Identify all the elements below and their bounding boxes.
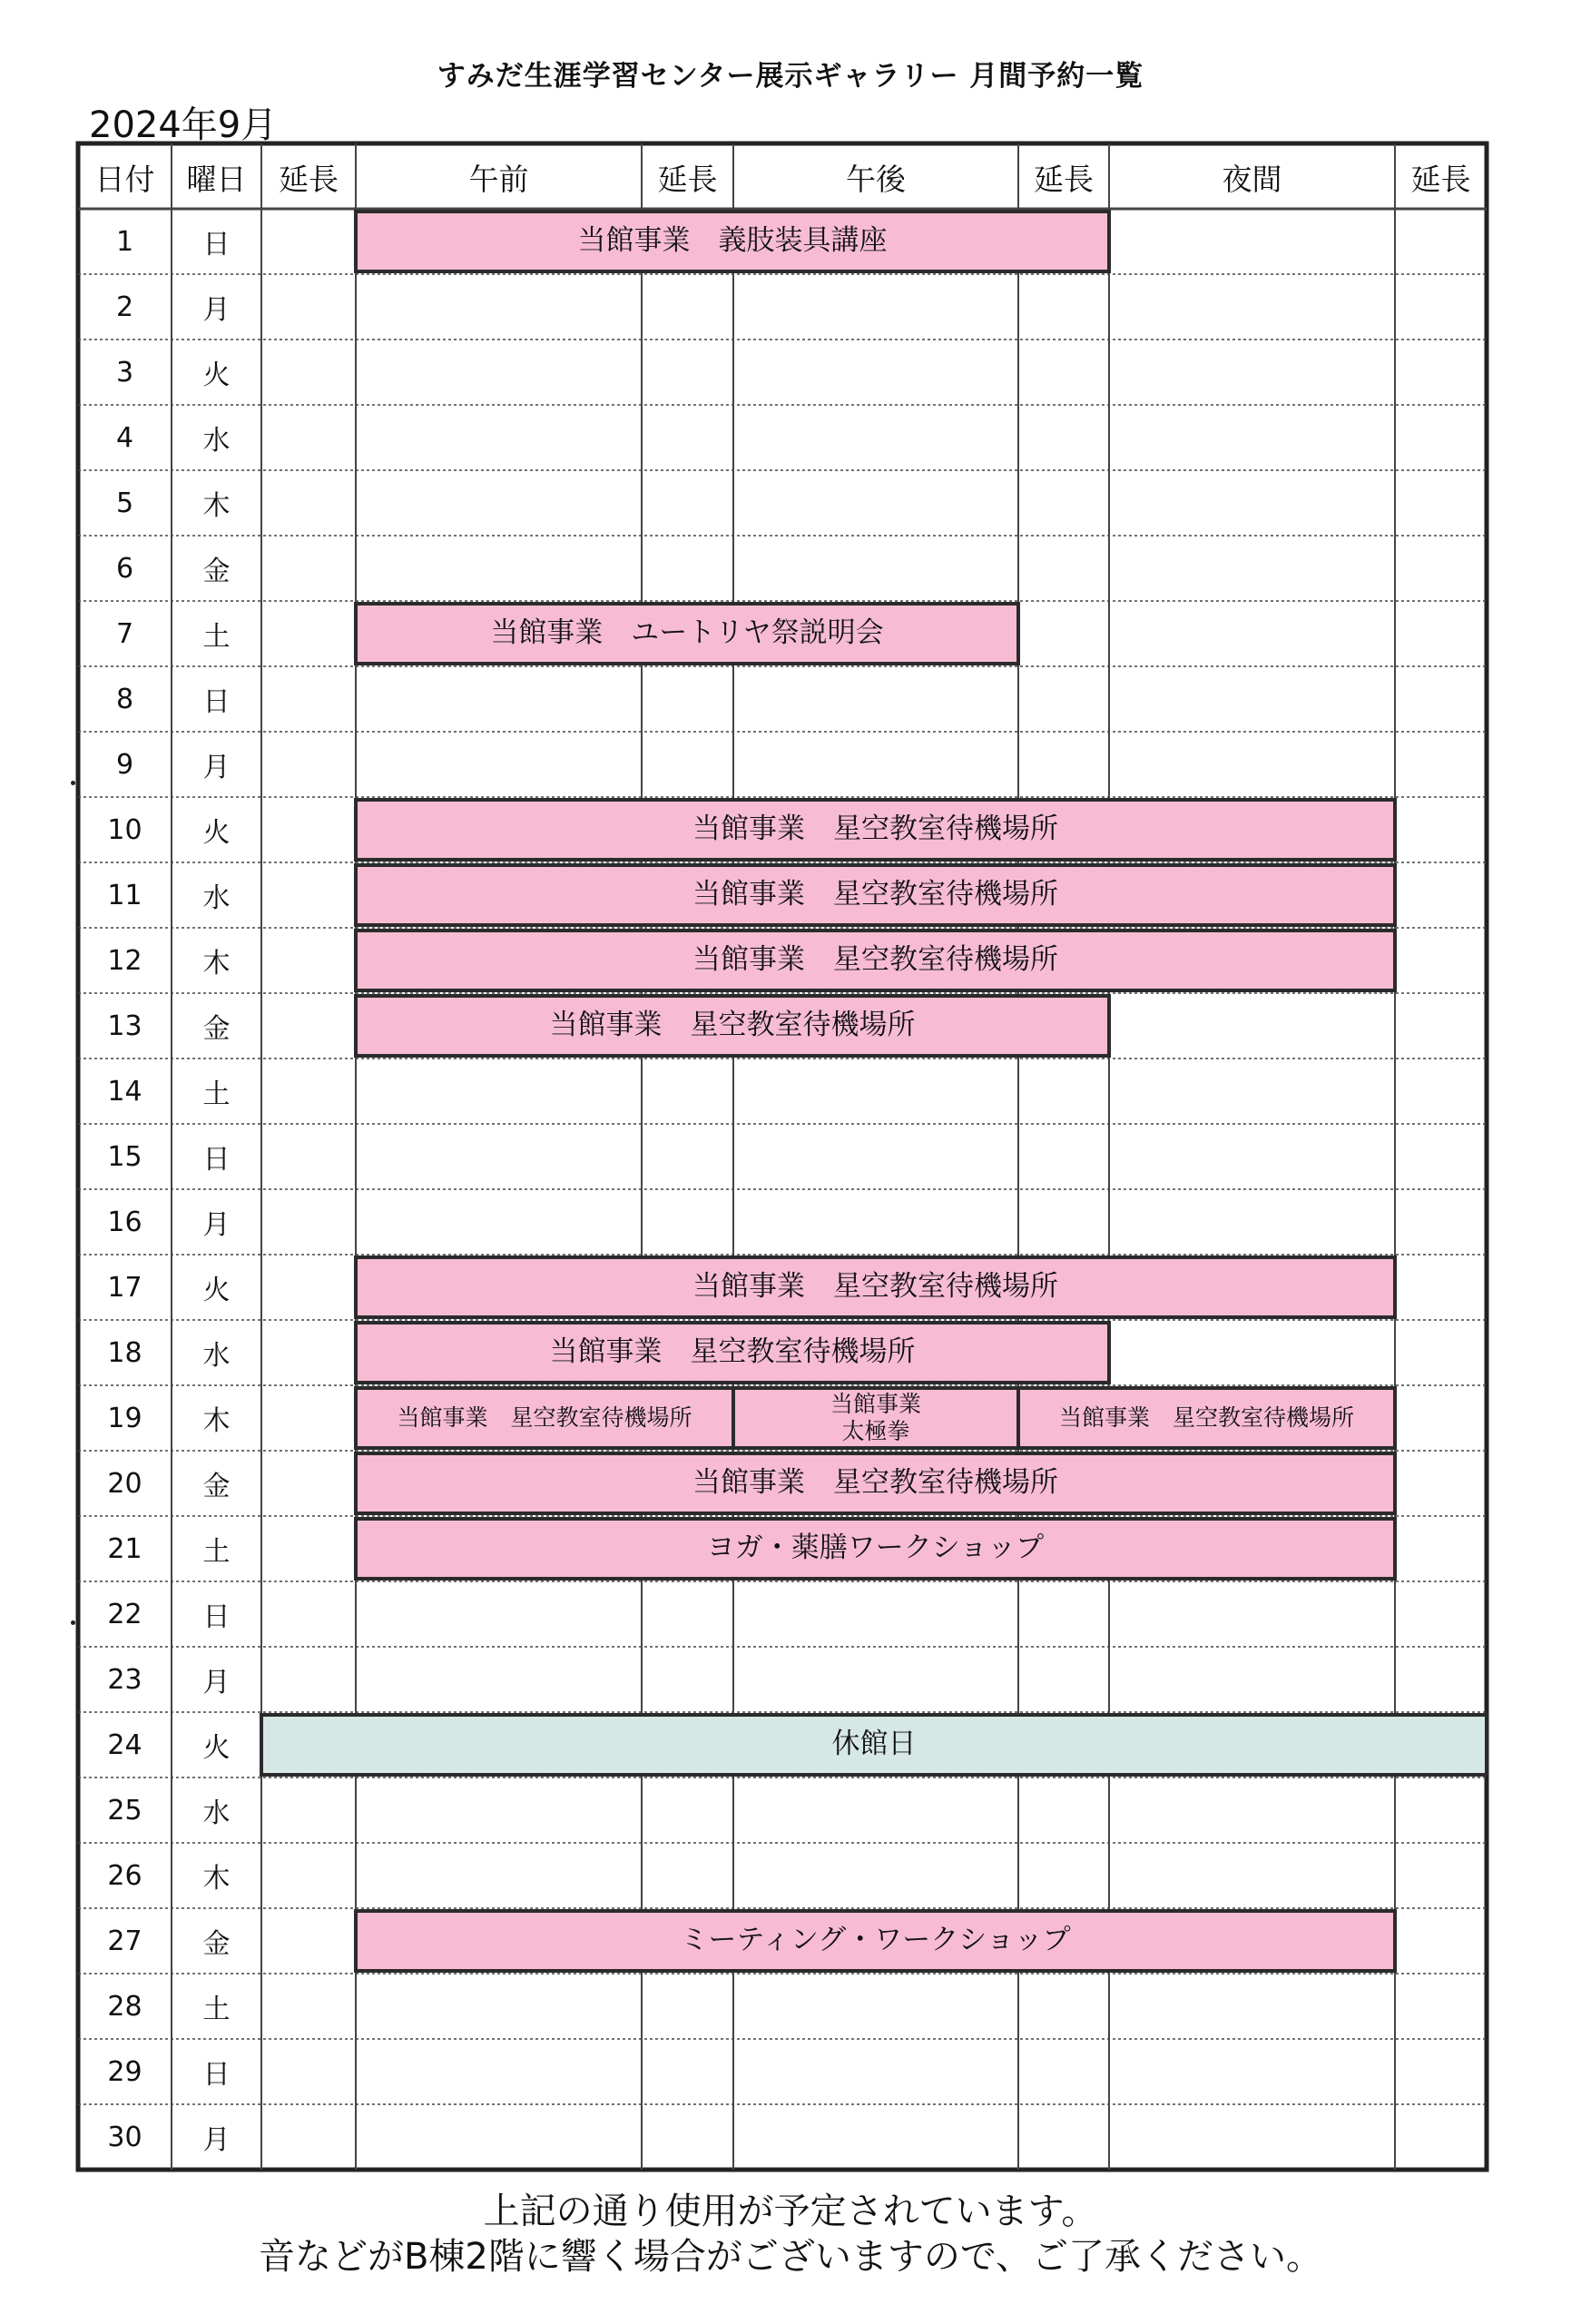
weekday: 土 [202,621,231,653]
weekday: 木 [202,490,231,522]
booking-bar: 当館事業 ユートリヤ祭説明会 [354,602,1020,665]
table-frame [78,143,1487,2170]
column-header: 延長 [657,161,718,197]
booking-bar: 当館事業 義肢装具講座 [354,210,1111,273]
scan-dot [71,1620,75,1625]
weekday: 金 [202,1013,231,1045]
day-number: 13 [107,1009,142,1042]
year-month-label: 2024年9月 [89,104,278,146]
day-number: 15 [107,1140,142,1173]
day-number: 22 [107,1598,142,1630]
day-number: 16 [107,1206,142,1238]
day-number: 7 [115,617,134,650]
column-header: 延長 [279,161,339,197]
day-number: 17 [107,1271,142,1304]
column-header: 曜日 [186,161,247,197]
weekday: 土 [202,1994,231,2025]
weekday: 火 [202,1275,231,1306]
weekday: 日 [202,1601,231,1633]
day-number: 9 [115,748,134,781]
weekday: 火 [202,817,231,849]
weekday: 金 [202,556,231,587]
weekday: 日 [202,1144,231,1176]
day-number: 30 [107,2121,142,2153]
day-number: 28 [107,1990,142,2023]
booking-bar: 当館事業 星空教室待機場所 [354,1452,1397,1515]
closed-day-bar: 休館日 [260,1713,1488,1777]
booking-bar: 当館事業 星空教室待機場所 [1016,1386,1397,1450]
weekday: 火 [202,359,231,391]
day-number: 8 [115,683,134,715]
day-number: 11 [107,879,142,911]
column-header: 夜間 [1222,161,1282,197]
day-number: 18 [107,1336,142,1369]
weekday: 土 [202,1536,231,1568]
weekday: 水 [202,1340,231,1372]
weekday: 火 [202,1732,231,1764]
scan-dot [71,781,75,785]
weekday: 月 [202,2124,231,2156]
day-number: 26 [107,1859,142,1892]
booking-bar: 当館事業 星空教室待機場所 [354,863,1397,927]
booking-bar: 当館事業 星空教室待機場所 [354,1256,1397,1319]
footer-line-2: 音などがB棟2階に響く場合がございますので、ご了承ください。 [258,2236,1323,2278]
day-number: 1 [115,225,134,258]
weekday: 日 [202,2059,231,2091]
booking-bar: ヨガ・薬膳ワークショップ [354,1517,1397,1581]
weekday: 木 [202,948,231,980]
weekday: 月 [202,752,231,783]
day-number: 24 [107,1728,142,1761]
day-number: 19 [107,1402,142,1434]
booking-bar: ミーティング・ワークショップ [354,1909,1397,1973]
weekday: 水 [202,425,231,457]
weekday: 木 [202,1405,231,1437]
day-number: 20 [107,1467,142,1500]
weekday: 金 [202,1928,231,1960]
day-number: 2 [115,290,134,323]
booking-bar: 当館事業 星空教室待機場所 [354,929,1397,992]
day-number: 12 [107,944,142,977]
day-number: 10 [107,813,142,846]
weekday: 木 [202,1863,231,1895]
column-header: 日付 [94,161,155,197]
column-header: 午前 [468,161,529,197]
weekday: 月 [202,1667,231,1699]
booking-bar: 当館事業 太極拳 [732,1386,1020,1450]
page-title: すみだ生涯学習センター展示ギャラリー 月間予約一覧 [437,60,1144,93]
footer-line-1: 上記の通り使用が予定されています。 [483,2191,1098,2232]
booking-bar: 当館事業 星空教室待機場所 [354,1386,735,1450]
day-number: 14 [107,1075,142,1108]
weekday: 月 [202,294,231,326]
booking-bar: 当館事業 星空教室待機場所 [354,1321,1111,1384]
booking-bar: 当館事業 星空教室待機場所 [354,798,1397,862]
day-number: 5 [115,487,134,519]
column-header: 午後 [846,161,906,197]
day-number: 27 [107,1925,142,1957]
day-number: 21 [107,1532,142,1565]
day-number: 23 [107,1663,142,1696]
day-number: 4 [115,421,134,454]
booking-bar: 当館事業 星空教室待機場所 [354,994,1111,1058]
day-number: 3 [115,356,134,389]
weekday: 水 [202,882,231,914]
day-number: 29 [107,2055,142,2088]
weekday: 日 [202,229,231,261]
column-header: 延長 [1034,161,1094,197]
weekday: 月 [202,1209,231,1241]
day-number: 6 [115,552,134,585]
weekday: 日 [202,686,231,718]
day-number: 25 [107,1794,142,1827]
weekday: 水 [202,1797,231,1829]
column-header: 延長 [1410,161,1471,197]
weekday: 土 [202,1078,231,1110]
weekday: 金 [202,1471,231,1502]
